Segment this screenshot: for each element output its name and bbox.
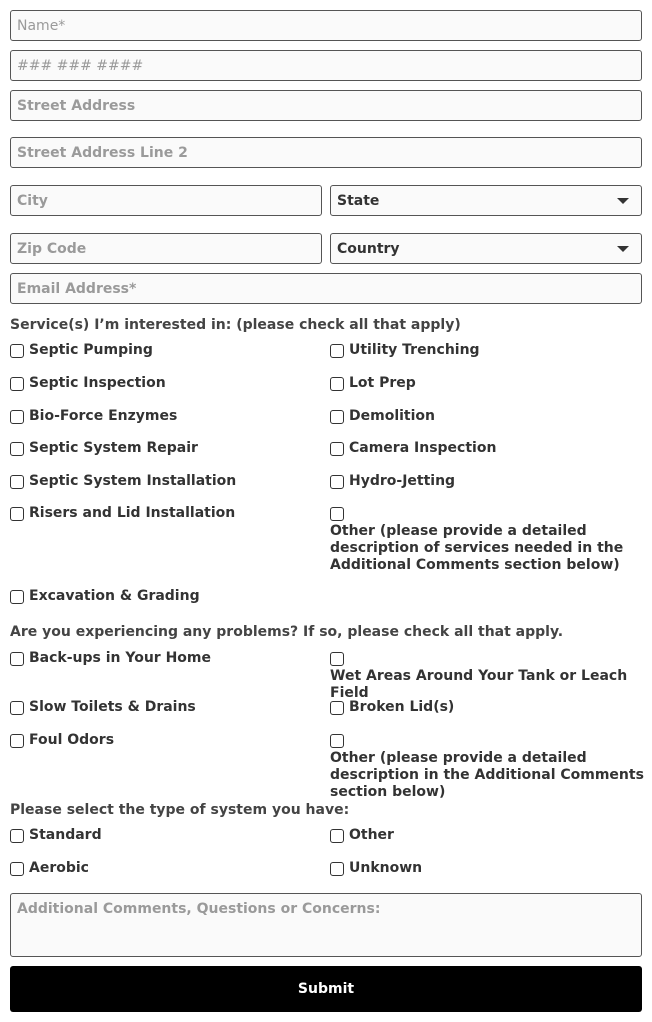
email-input[interactable] xyxy=(10,273,642,304)
checkbox-icon[interactable] xyxy=(10,442,24,456)
problems-heading: Are you experiencing any problems? If so, please check all that apply. xyxy=(10,624,564,640)
country-value: Country xyxy=(337,240,400,257)
checkbox-icon[interactable] xyxy=(330,344,344,358)
city-input[interactable] xyxy=(10,185,322,216)
system-checkbox[interactable]: Other xyxy=(330,827,394,844)
state-select[interactable] xyxy=(330,185,642,216)
problem-checkbox[interactable]: Wet Areas Around Your Tank or Leach Field xyxy=(330,650,645,702)
service-checkbox[interactable]: Hydro-Jetting xyxy=(330,473,455,490)
city-placeholder: City xyxy=(17,192,48,209)
service-checkbox[interactable]: Septic System Repair xyxy=(10,440,198,457)
checkbox-icon[interactable] xyxy=(10,734,24,748)
checkbox-icon[interactable] xyxy=(330,862,344,876)
state-value: State xyxy=(337,192,380,209)
checkbox-icon[interactable] xyxy=(330,410,344,424)
service-checkbox-other[interactable]: Other (please provide a detailed description of services needed in the Additional Comments section below) xyxy=(330,505,645,574)
checkbox-icon[interactable] xyxy=(10,507,24,521)
phone-input[interactable] xyxy=(10,50,642,81)
checkbox-icon[interactable] xyxy=(330,475,344,489)
name-placeholder: Name* xyxy=(17,17,66,34)
service-checkbox[interactable]: Septic Pumping xyxy=(10,342,153,359)
checkbox-icon[interactable] xyxy=(330,652,344,666)
country-select[interactable] xyxy=(330,233,642,264)
checkbox-icon[interactable] xyxy=(10,701,24,715)
service-checkbox[interactable]: Risers and Lid Installation xyxy=(10,505,235,522)
name-input[interactable] xyxy=(10,10,642,41)
checkbox-icon[interactable] xyxy=(330,829,344,843)
zip-placeholder: Zip Code xyxy=(17,240,87,257)
email-placeholder: Email Address* xyxy=(17,280,137,297)
problem-checkbox-other[interactable]: Other (please provide a detailed description in the Additional Comments section below) xyxy=(330,732,645,801)
checkbox-icon[interactable] xyxy=(330,734,344,748)
service-checkbox[interactable]: Camera Inspection xyxy=(330,440,496,457)
service-checkbox[interactable]: Utility Trenching xyxy=(330,342,480,359)
chevron-down-icon xyxy=(617,246,629,252)
chevron-down-icon xyxy=(617,198,629,204)
checkbox-icon[interactable] xyxy=(10,344,24,358)
checkbox-icon[interactable] xyxy=(10,829,24,843)
checkbox-icon[interactable] xyxy=(330,442,344,456)
street-address-input[interactable] xyxy=(10,90,642,121)
checkbox-icon[interactable] xyxy=(330,507,344,521)
service-checkbox[interactable]: Lot Prep xyxy=(330,375,416,392)
checkbox-icon[interactable] xyxy=(10,862,24,876)
service-checkbox[interactable]: Septic System Installation xyxy=(10,473,236,490)
checkbox-icon[interactable] xyxy=(10,590,24,604)
service-checkbox[interactable]: Bio-Force Enzymes xyxy=(10,408,177,425)
service-checkbox[interactable]: Septic Inspection xyxy=(10,375,166,392)
system-heading: Please select the type of system you have: xyxy=(10,802,350,818)
street-address-line2-input[interactable] xyxy=(10,137,642,168)
checkbox-icon[interactable] xyxy=(10,475,24,489)
problem-checkbox[interactable]: Slow Toilets & Drains xyxy=(10,699,196,716)
problem-checkbox[interactable]: Back-ups in Your Home xyxy=(10,650,211,667)
comments-textarea[interactable] xyxy=(10,893,642,957)
checkbox-icon[interactable] xyxy=(10,377,24,391)
comments-placeholder: Additional Comments, Questions or Concerns: xyxy=(17,901,381,917)
checkbox-icon[interactable] xyxy=(330,377,344,391)
system-checkbox[interactable]: Standard xyxy=(10,827,102,844)
service-checkbox[interactable]: Demolition xyxy=(330,408,435,425)
submit-label: Submit xyxy=(297,981,355,997)
system-checkbox[interactable]: Aerobic xyxy=(10,860,89,877)
problem-checkbox[interactable]: Broken Lid(s) xyxy=(330,699,454,716)
checkbox-icon[interactable] xyxy=(10,410,24,424)
checkbox-icon[interactable] xyxy=(330,701,344,715)
problem-checkbox[interactable]: Foul Odors xyxy=(10,732,114,749)
checkbox-icon[interactable] xyxy=(10,652,24,666)
system-checkbox[interactable]: Unknown xyxy=(330,860,422,877)
street-placeholder: Street Address xyxy=(17,97,136,114)
phone-placeholder: ### ### #### xyxy=(17,57,144,74)
zip-input[interactable] xyxy=(10,233,322,264)
street2-placeholder: Street Address Line 2 xyxy=(17,144,188,161)
service-checkbox[interactable]: Excavation & Grading xyxy=(10,588,200,605)
services-heading: Service(s) I’m interested in: (please check all that apply) xyxy=(10,317,461,333)
submit-button[interactable] xyxy=(10,966,642,1012)
